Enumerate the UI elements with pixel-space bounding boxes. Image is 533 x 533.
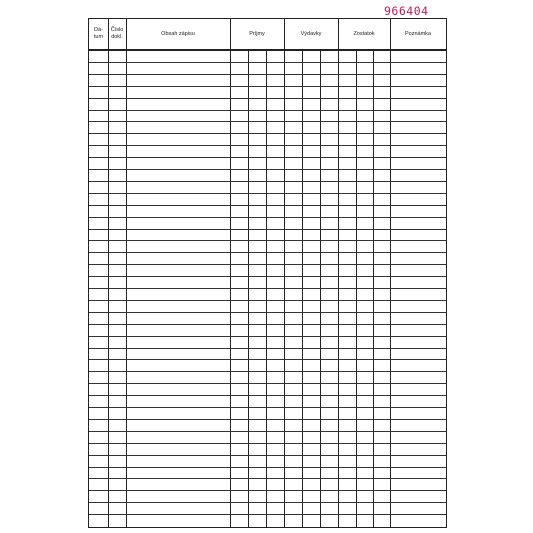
row-rule xyxy=(89,348,446,349)
row-rule xyxy=(89,169,446,170)
row-rule xyxy=(89,133,446,134)
row-rule xyxy=(89,145,446,146)
row-rule xyxy=(89,229,446,230)
row-rule xyxy=(89,86,446,87)
header-separator xyxy=(89,49,446,51)
column-divider xyxy=(338,19,339,527)
row-rule xyxy=(89,359,446,360)
row-rule xyxy=(89,217,446,218)
column-header-vydavky: Výdavky xyxy=(300,30,322,37)
row-rule xyxy=(89,502,446,503)
column-header-prijmy: Príjmy xyxy=(249,30,265,37)
column-header-zostatok: Zostatok xyxy=(353,30,375,37)
row-rule xyxy=(89,98,446,99)
row-rule xyxy=(89,336,446,337)
column-divider xyxy=(126,19,127,527)
row-rule xyxy=(89,395,446,396)
column-header-obsah-zapisu: Obsah zápisu xyxy=(161,30,195,37)
row-rule xyxy=(89,312,446,313)
row-rule xyxy=(89,157,446,158)
row-rule xyxy=(89,288,446,289)
ledger-table xyxy=(88,18,447,528)
row-rule xyxy=(89,514,446,515)
row-rule xyxy=(89,324,446,325)
column-header-poznamka: Poznámka xyxy=(405,30,431,37)
column-divider xyxy=(108,19,109,527)
row-rule xyxy=(89,62,446,63)
row-rule xyxy=(89,455,446,456)
row-rule xyxy=(89,276,446,277)
row-rule xyxy=(89,443,446,444)
row-rule xyxy=(89,478,446,479)
row-rule xyxy=(89,383,446,384)
row-rule xyxy=(89,490,446,491)
column-header-datum: Dá- tum xyxy=(93,27,104,40)
row-rule xyxy=(89,467,446,468)
column-header-cislo-dokladu: Číslo dokl. xyxy=(110,27,124,40)
row-rule xyxy=(89,419,446,420)
row-rule xyxy=(89,121,446,122)
row-rule xyxy=(89,407,446,408)
row-rule xyxy=(89,371,446,372)
column-divider xyxy=(390,19,391,527)
row-rule xyxy=(89,74,446,75)
row-rule xyxy=(89,431,446,432)
column-divider xyxy=(230,19,231,527)
row-rule xyxy=(89,240,446,241)
row-rule xyxy=(89,110,446,111)
form-number: 966404 xyxy=(384,4,429,18)
row-rule xyxy=(89,205,446,206)
row-rule xyxy=(89,300,446,301)
row-rule xyxy=(89,252,446,253)
row-rule xyxy=(89,193,446,194)
row-rule xyxy=(89,181,446,182)
row-rule xyxy=(89,264,446,265)
column-divider xyxy=(284,19,285,527)
